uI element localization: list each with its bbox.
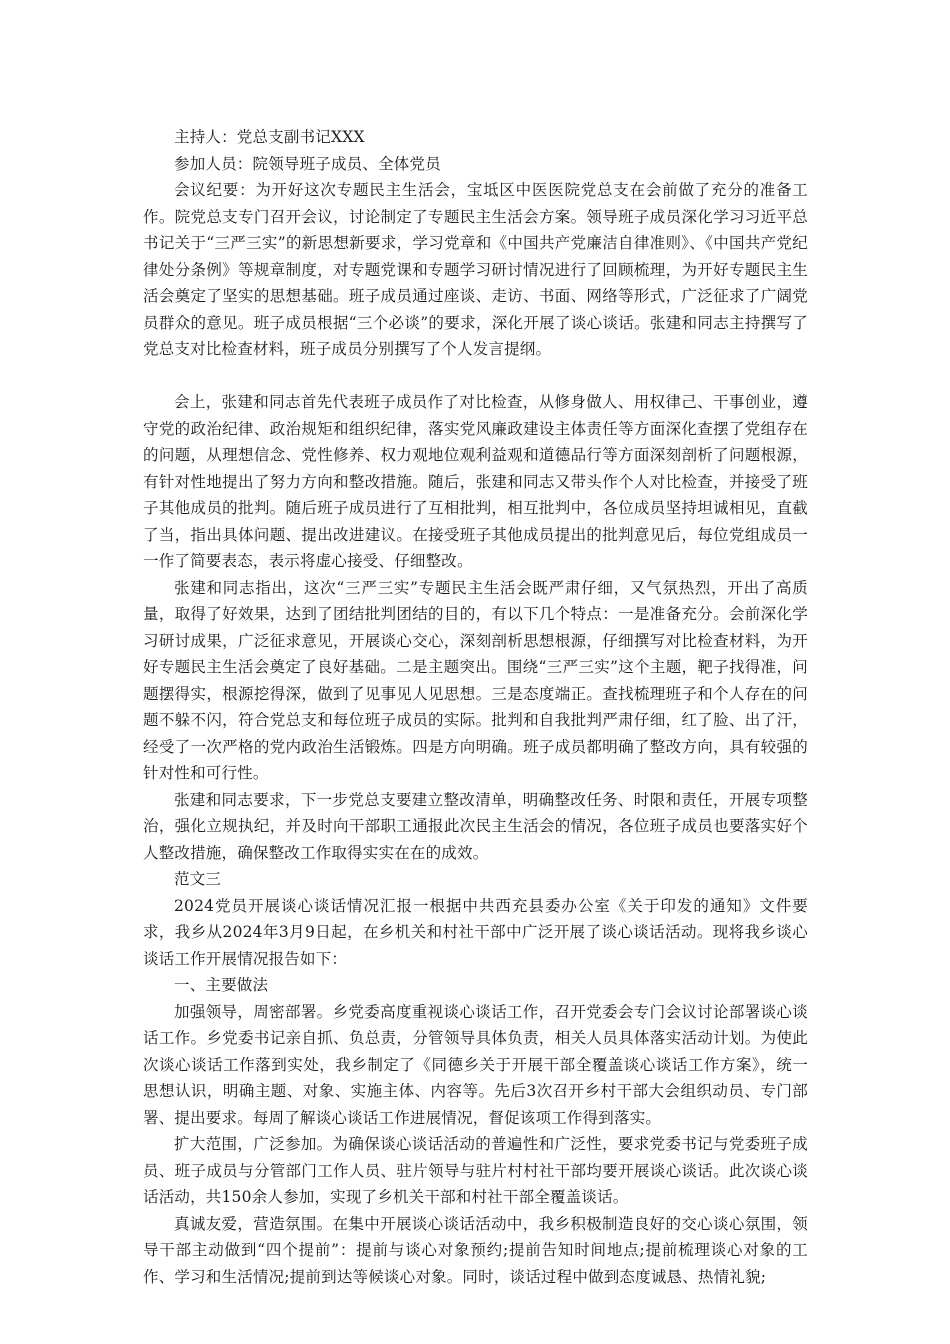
host-line: 主持人：党总支副书记XXX xyxy=(174,128,365,146)
sample-heading: 范文三 xyxy=(174,870,222,888)
self-criticism-paragraph: 会上，张建和同志首先代表班子成员作了对比检查，从修身做人、用权律己、干事创业，遵守党的政治纪律、政治规矩和组织纪律，落实党风廉政建设主体责任等方面深化查摆了党组存在的问题，从理想信念、党性修养、权力观地位观利益观和道德品行等方面深刻剖析了问题根源，有针对性地提出了努力方向和整改措施。随后，张建和同志又带头作个人对比检查，并接受了班子其他成员的批判。随后班子成员进行了互相批判，相互批判中，各位成员坚持坦诚相见，直截了当，指出具体问题、提出改进建议。在接受班子其他成员提出的批判意见后，每位党组成员一一作了简要表态，表示将虚心接受、仔细整改。 xyxy=(143,393,808,570)
section-heading: 一、主要做法 xyxy=(174,976,269,994)
attendees-line: 参加人员：院领导班子成员、全体党员 xyxy=(174,154,441,173)
summary-paragraph: 张建和同志指出，这次“三严三实”专题民主生活会既严肃仔细，又气氛热烈，开出了高质量，取得了好效果，达到了团结批判团结的目的，有以下几个特点：一是准备充分。会前深化学习研讨成果，广泛征求意见，开展谈心交心，深刻剖析思想根源，仔细撰写对比检查材料，为开好专题民主生活会奠定了良好基础。二是主题突出。围绕“三严三实”这个主题，靶子找得准，问题摆得实，根源挖得深，做到了见事见人见思想。三是态度端正。查找梳理班子和个人存在的问题不躲不闪，符合党总支和每位班子成员的实际。批判和自我批判严肃仔细，红了脸、出了汗，经受了一次严格的党内政治生活锻炼。四是方向明确。班子成员都明确了整改方向，具有较强的针对性和可行性。 xyxy=(143,578,808,782)
requirements-paragraph: 张建和同志要求，下一步党总支要建立整改清单，明确整改任务、时限和责任，开展专项整治，强化立规执纪，并及时向干部职工通报此次民主生活会的情况，各位班子成员也要落实好个人整改措施，确保整改工作取得实实在在的成效。 xyxy=(143,790,808,862)
paragraph-gap xyxy=(143,363,808,390)
report-intro-paragraph: 2024党员开展谈心谈话情况汇报一根据中共西充县委办公室《关于印发的通知》文件要求，我乡从2024年3月9日起，在乡机关和村社干部中广泛开展了谈心谈话活动。现将我乡谈心谈话工作开展情况报告如下： xyxy=(143,896,808,968)
meeting-minutes-paragraph: 会议纪要：为开好这次专题民主生活会，宝坻区中医医院党总支在会前做了充分的准备工作。院党总支专门召开会议，讨论制定了专题民主生活会方案。领导班子成员深化学习习近平总书记关于“三严三实”的新思想新要求，学习党章和《中国共产党廉洁自律准则》、《中国共产党纪律处分条例》等规章制度，对专题党课和专题学习研讨情况进行了回顾梳理，为开好专题民主生活会奠定了坚实的思想基础。班子成员通过座谈、走访、书面、网络等形式，广泛征求了广阔党员群众的意见。班子成员根据“三个必谈”的要求，深化开展了谈心谈话。张建和同志主持撰写了党总支对比检查材料，班子成员分别撰写了个人发言提纲。 xyxy=(143,181,808,358)
scope-paragraph: 扩大范围，广泛参加。为确保谈心谈话活动的普遍性和广泛性，要求党委书记与党委班子成员、班子成员与分管部门工作人员、驻片领导与驻片村村社干部均要开展谈心谈话。此次谈心谈话活动，共150余人参加，实现了乡机关干部和村社干部全覆盖谈话。 xyxy=(143,1135,808,1206)
atmosphere-paragraph: 真诚友爱，营造氛围。在集中开展谈心谈话活动中，我乡积极制造良好的交心谈心氛围，领导干部主动做到“四个提前”：提前与谈心对象预约;提前告知时间地点;提前梳理谈心对象的工作、学习和生活情况;提前到达等候谈心对象。同时，谈话过程中做到态度诚恳、热情礼貌; xyxy=(143,1214,808,1286)
leadership-paragraph: 加强领导，周密部署。乡党委高度重视谈心谈话工作，召开党委会专门会议讨论部署谈心谈话工作。乡党委书记亲自抓、负总责，分管领导具体负责，相关人员具体落实活动计划。为使此次谈心谈话工作落到实处，我乡制定了《同德乡关于开展干部全覆盖谈心谈话工作方案》，统一思想认识，明确主题、对象、实施主体、内容等。先后3次召开乡村干部大会组织动员、专门部署、提出要求。每周了解谈心谈话工作进展情况，督促该项工作得到落实。 xyxy=(143,1002,808,1127)
document-body xyxy=(143,124,808,1290)
